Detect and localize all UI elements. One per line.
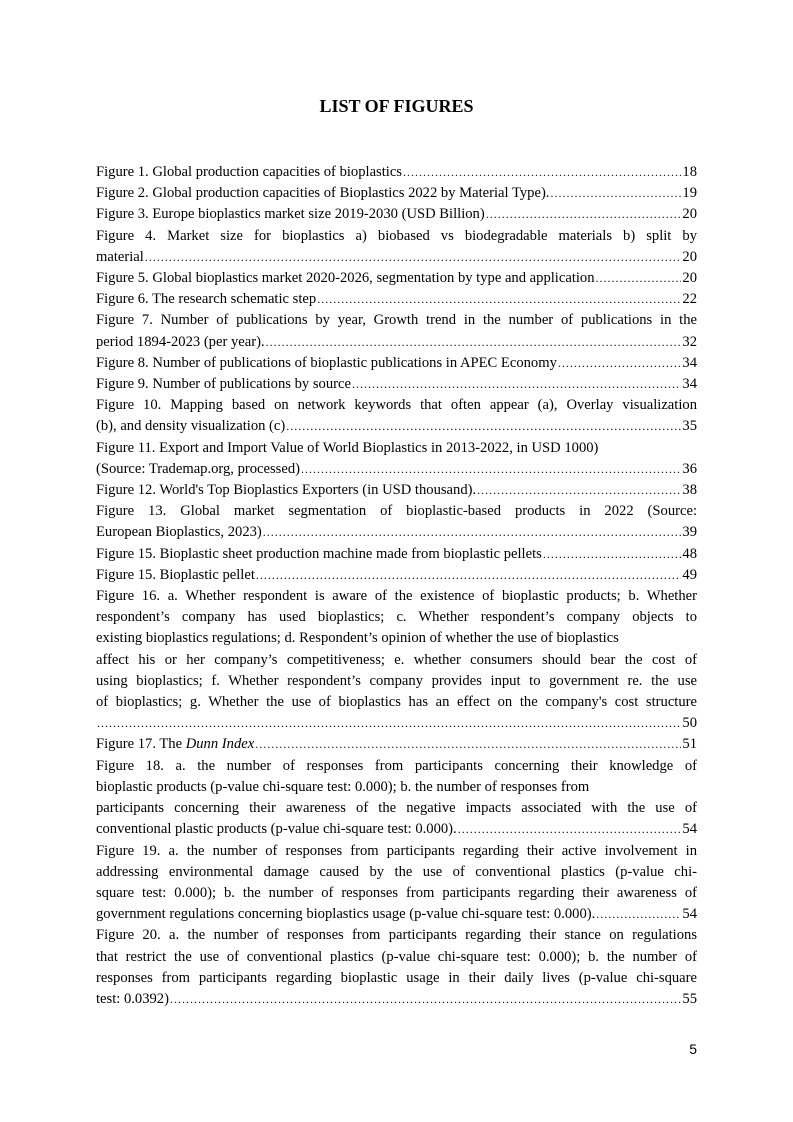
dot-leader: [596, 268, 682, 289]
dot-leader: [266, 332, 682, 353]
figure-entry-12[interactable]: [96, 480, 697, 501]
page-ref: 36: [682, 460, 697, 477]
entry-line: Figure 7. Number of publications by year, Growth trend in the number of publications in the: [96, 312, 697, 329]
entry-text: (Source: Trademap.org, processed): [96, 460, 300, 477]
page-ref: 48: [682, 545, 697, 562]
dot-leader: [558, 353, 682, 374]
page-ref: 49: [682, 566, 697, 583]
entry-text: Figure 1. Global production capacities of bioplastics: [96, 164, 402, 180]
entry-text: test: 0.0392): [96, 990, 169, 1007]
figure-entry-13[interactable]: [96, 501, 697, 543]
page-ref: 50: [682, 715, 697, 732]
page-number: 5: [689, 1041, 697, 1057]
dot-leader: [543, 544, 682, 565]
entry-line: Figure 11. Export and Import Value of World Bioplastics in 2013-2022, in USD 1000): [96, 439, 599, 456]
page-ref: 32: [682, 333, 697, 350]
page-ref: 19: [682, 185, 697, 202]
dot-leader: [458, 819, 682, 840]
page-ref: 39: [682, 524, 697, 541]
page-ref: 20: [682, 248, 697, 265]
entry-line: existing bioplastics regulations; d. Respondent’s opinion of whether the use of bioplastics: [96, 630, 619, 647]
dot-leader: [256, 565, 682, 586]
entry-line: square test: 0.000); b. the number of responses from participants regarding their awareness of: [96, 884, 697, 901]
dot-leader: [286, 416, 681, 437]
page-ref: 55: [682, 990, 697, 1007]
page-ref: 51: [682, 736, 697, 753]
entry-text: Figure 12. World's Top Bioplastics Exporters (in USD thousand).: [96, 482, 477, 499]
entry-line: participants concerning their awareness of the negative impacts associated with the use of: [96, 800, 697, 817]
entry-text: European Bioplastics, 2023): [96, 524, 262, 541]
figure-entry-4[interactable]: [96, 226, 697, 268]
entry-line: Figure 16. a. Whether respondent is aware of the existence of bioplastic products; b. Whether: [96, 588, 697, 605]
entry-text-italic: Dunn Index: [185, 736, 255, 753]
entry-line: that restrict the use of conventional plastics (p-value chi-square test: 0.000); b. the number of: [96, 948, 697, 965]
entry-text: [96, 734, 254, 755]
entry-line: Figure 4. Market size for bioplastics a) biobased vs biodegradable materials b) split by: [96, 227, 697, 244]
figure-entry-7[interactable]: [96, 310, 697, 352]
dot-leader: [486, 204, 682, 225]
list-of-figures: [96, 162, 697, 1010]
entry-line: affect his or her company’s competitiveness; e. whether consumers should bear the cost of: [96, 651, 697, 668]
dot-leader: [263, 522, 682, 543]
dot-leader: [352, 374, 681, 395]
entry-text: government regulations concerning bioplastics usage (p-value chi-square test: 0.000).: [96, 906, 596, 923]
dot-leader: [301, 459, 681, 480]
entry-text: Figure 15. Bioplastic pellet: [96, 566, 255, 583]
entry-text: period 1894-2023 (per year).: [96, 333, 265, 350]
entry-line: Figure 20. a. the number of responses from participants regarding their stance on regulations: [96, 927, 697, 944]
figure-entry-8[interactable]: [96, 353, 697, 374]
page-ref: 54: [682, 906, 697, 923]
dot-leader: [477, 480, 681, 501]
entry-line: responses from participants regarding bioplastic usage in their daily lives (p-value chi-square: [96, 969, 697, 986]
figure-entry-19[interactable]: [96, 841, 697, 926]
page-title: LIST OF FIGURES: [319, 96, 474, 116]
page-ref: 54: [682, 821, 697, 838]
figure-entry-14[interactable]: [96, 544, 697, 565]
page-ref: 20: [682, 270, 697, 287]
page-ref: 38: [682, 482, 697, 499]
dot-leader: [97, 713, 681, 734]
entry-line: Figure 18. a. the number of responses from participants concerning their knowledge of: [96, 757, 697, 774]
entry-text: Figure 6. The research schematic step: [96, 291, 317, 308]
entry-text: conventional plastic products (p-value chi-square test: 0.000).: [96, 821, 457, 838]
entry-line: using bioplastics; f. Whether respondent’s company provides input to government re. the use: [96, 672, 697, 689]
entry-text: (b), and density visualization (c): [96, 418, 286, 435]
dot-leader: [317, 289, 681, 310]
figure-entry-11[interactable]: [96, 438, 697, 480]
figure-entry-20[interactable]: [96, 925, 697, 1010]
page-ref: 35: [682, 418, 697, 435]
entry-line: of bioplastics; g. Whether the use of bioplastics has an effect on the company's cost structure: [96, 694, 697, 711]
entry-text: Figure 15. Bioplastic sheet production machine made from bioplastic pellets: [96, 545, 542, 562]
page-ref: 20: [682, 206, 697, 223]
dot-leader: [550, 183, 681, 204]
page-ref: 18: [682, 164, 697, 180]
figure-entry-2[interactable]: [96, 183, 697, 204]
figure-entry-10[interactable]: [96, 395, 697, 437]
figure-entry-18[interactable]: [96, 756, 697, 841]
page-ref: 22: [682, 291, 697, 308]
entry-text: Figure 2. Global production capacities of Bioplastics 2022 by Material Type).: [96, 185, 550, 202]
entry-text: Figure 3. Europe bioplastics market size 2019-2030 (USD Billion): [96, 206, 485, 223]
figure-entry-17[interactable]: [96, 734, 697, 755]
figure-entry-3[interactable]: [96, 204, 697, 225]
figure-entry-1[interactable]: [96, 162, 697, 183]
entry-line: addressing environmental damage caused by the use of conventional plastics (p-value chi-: [96, 863, 697, 880]
page-ref: 34: [682, 354, 697, 371]
dot-leader: [255, 734, 681, 755]
figure-entry-6[interactable]: [96, 289, 697, 310]
entry-text: material: [96, 248, 144, 265]
entry-line: Figure 10. Mapping based on network keywords that often appear (a), Overlay visualization: [96, 397, 697, 414]
entry-text: Figure 8. Number of publications of bioplastic publications in APEC Economy: [96, 354, 557, 371]
entry-text-prefix: Figure 17. The: [96, 736, 186, 753]
entry-line: Figure 13. Global market segmentation of bioplastic-based products in 2022 (Source:: [96, 503, 697, 520]
entry-text: Figure 5. Global bioplastics market 2020-2026, segmentation by type and application: [96, 270, 595, 287]
dot-leader: [403, 162, 681, 183]
figure-entry-9[interactable]: [96, 374, 697, 395]
figure-entry-15[interactable]: [96, 565, 697, 586]
figure-entry-5[interactable]: [96, 268, 697, 289]
entry-text: Figure 9. Number of publications by source: [96, 376, 351, 393]
dot-leader: [170, 989, 681, 1010]
dot-leader: [596, 904, 681, 925]
entry-line: bioplastic products (p-value chi-square test: 0.000); b. the number of responses from: [96, 778, 590, 795]
entry-line: Figure 19. a. the number of responses from participants regarding their active involvement in: [96, 842, 697, 859]
page-ref: 34: [682, 376, 697, 393]
dot-leader: [145, 247, 682, 268]
entry-line: respondent’s company has used bioplastics; c. Whether respondent’s company objects to: [96, 609, 697, 626]
figure-entry-16[interactable]: [96, 586, 697, 734]
